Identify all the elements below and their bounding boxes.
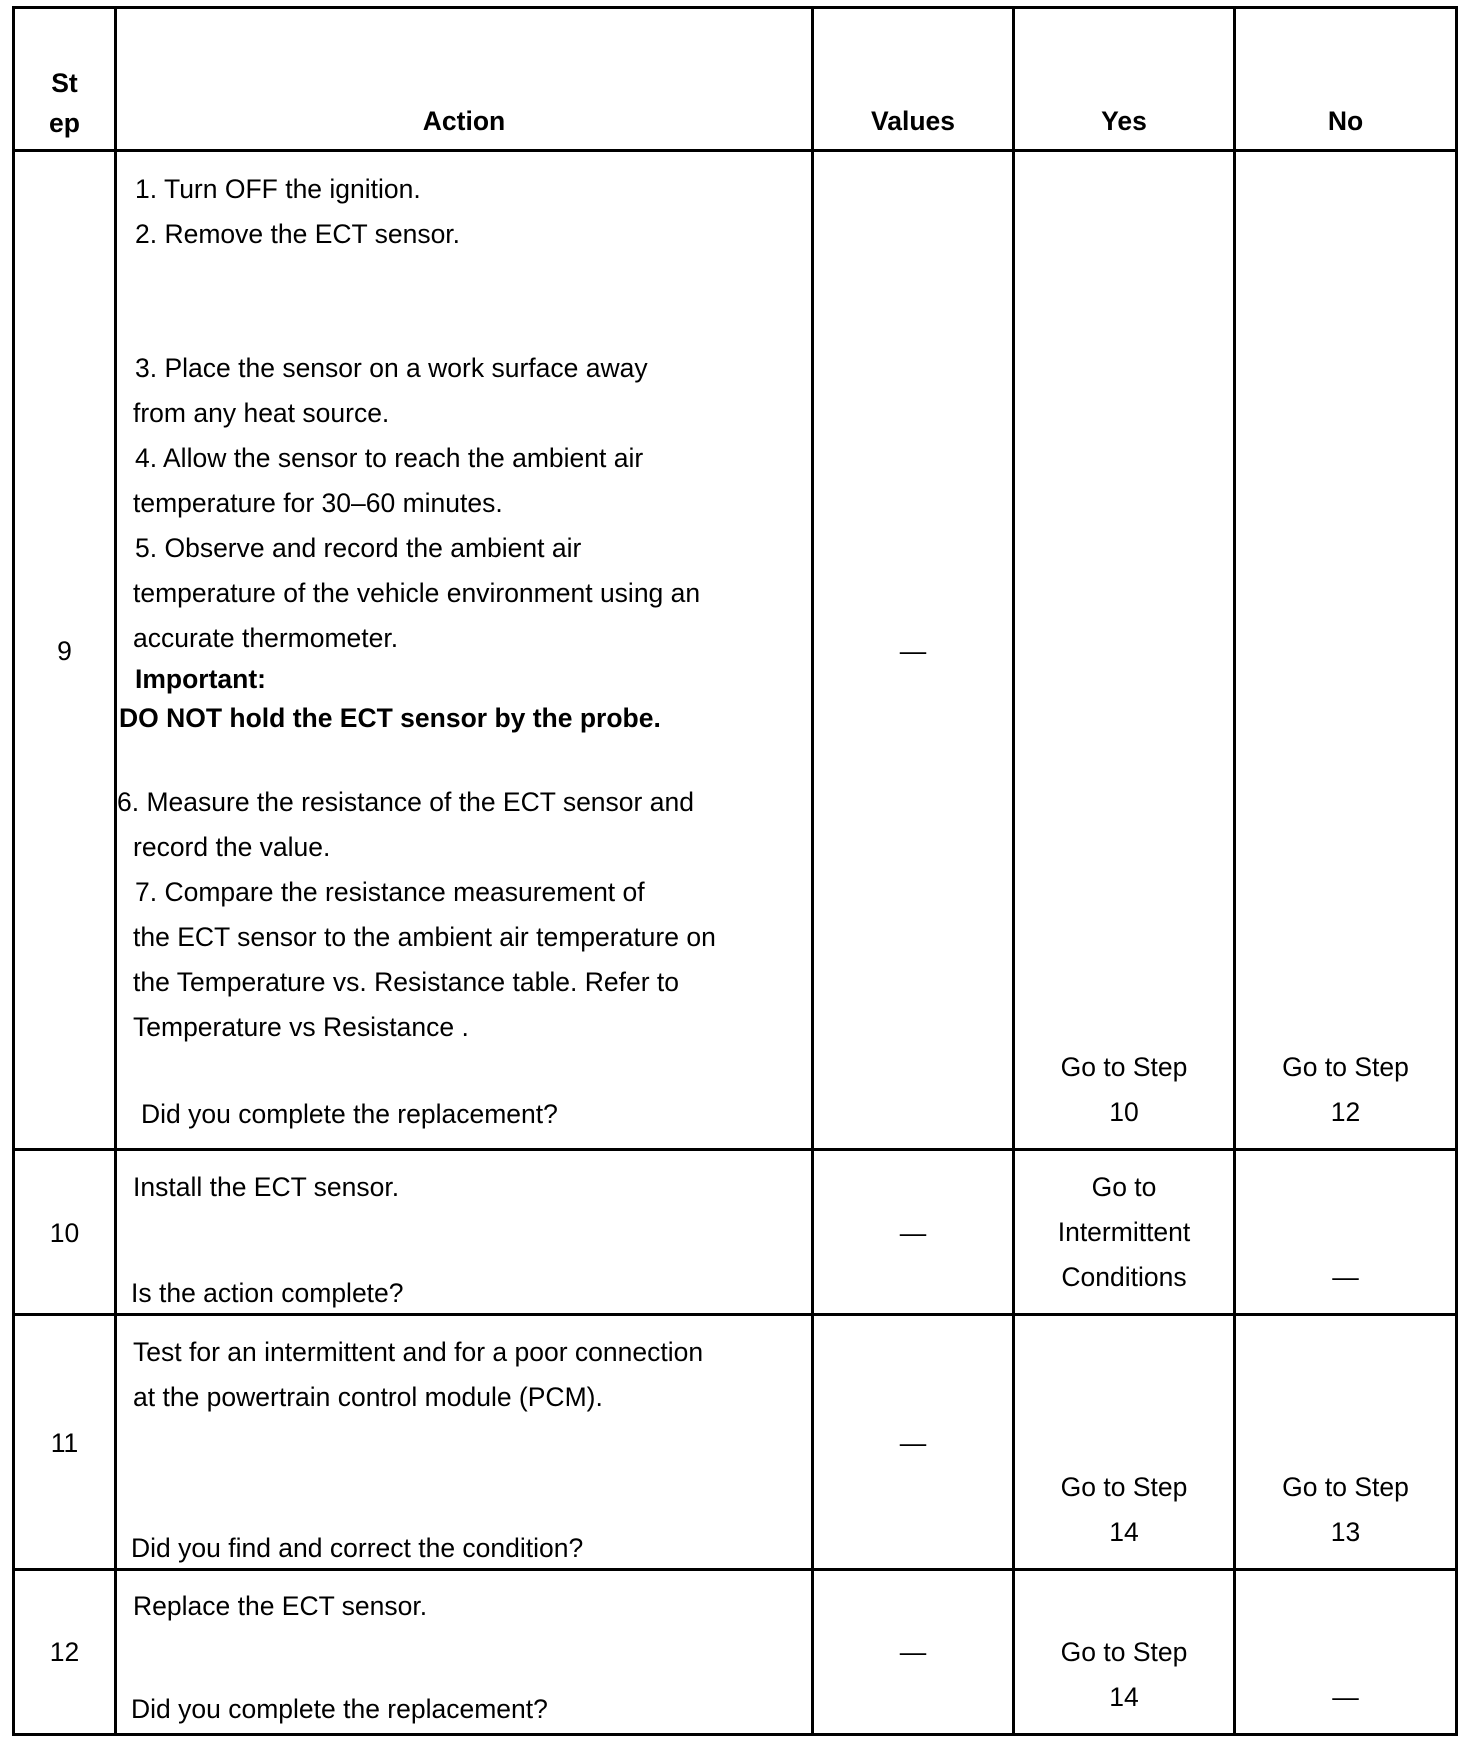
yes-line: 10 <box>1109 1097 1139 1127</box>
step-number: 12 <box>49 1637 80 1667</box>
table-border-right <box>1455 6 1458 1736</box>
action-question: Did you complete the replacement? <box>141 1099 558 1129</box>
header-yes: Yes <box>1101 106 1147 136</box>
yes-cell <box>1015 1472 1233 1547</box>
action-line: 6. Measure the resistance of the ECT sensor and <box>117 787 694 817</box>
values-cell: — <box>899 1218 927 1248</box>
action-line: 5. Observe and record the ambient air <box>135 533 582 563</box>
action-question: Did you complete the replacement? <box>131 1694 548 1724</box>
yes-cell <box>1015 1637 1233 1712</box>
no-line: Go to Step <box>1282 1472 1409 1502</box>
yes-line: Go to <box>1091 1172 1157 1202</box>
action-line: temperature for 30–60 minutes. <box>133 488 503 518</box>
action-line: Replace the ECT sensor. <box>133 1591 428 1621</box>
no-line: 12 <box>1330 1097 1361 1127</box>
no-cell: — <box>1332 1682 1359 1712</box>
no-line: 13 <box>1330 1517 1361 1547</box>
row-divider <box>12 1568 1458 1571</box>
action-line: 7. Compare the resistance measurement of <box>135 877 645 907</box>
no-cell <box>1236 1472 1455 1547</box>
row-divider <box>12 1148 1458 1151</box>
step-number: 10 <box>49 1218 80 1248</box>
action-line: at the powertrain control module (PCM). <box>133 1382 603 1412</box>
no-cell <box>1236 1052 1455 1127</box>
row-divider <box>12 1313 1458 1316</box>
header-no: No <box>1327 106 1364 136</box>
warning-text: DO NOT hold the ECT sensor by the probe. <box>119 703 661 733</box>
action-line: Temperature vs Resistance . <box>133 1012 469 1042</box>
column-divider <box>114 6 117 1736</box>
action-line: Test for an intermittent and for a poor connection <box>133 1337 704 1367</box>
step-number: 9 <box>57 636 72 666</box>
yes-line: Go to Step <box>1060 1472 1188 1502</box>
yes-line: Go to Step <box>1060 1637 1188 1667</box>
important-label: Important: <box>135 664 267 694</box>
no-line: Go to Step <box>1282 1052 1409 1082</box>
header-action: Action <box>422 106 506 136</box>
yes-line: 14 <box>1109 1682 1139 1712</box>
yes-line: Go to Step <box>1060 1052 1188 1082</box>
table-border-bottom <box>12 1733 1458 1736</box>
action-line: 2. Remove the ECT sensor. <box>135 219 461 249</box>
no-cell: — <box>1332 1262 1359 1292</box>
action-line: 4. Allow the sensor to reach the ambient air <box>135 443 644 473</box>
action-line: 3. Place the sensor on a work surface away <box>135 353 648 383</box>
yes-cell <box>1015 1172 1233 1292</box>
table-border-top <box>12 6 1458 9</box>
yes-cell <box>1015 1052 1233 1127</box>
header-divider <box>12 149 1458 152</box>
action-line: from any heat source. <box>133 398 390 428</box>
header-values: Values <box>871 106 955 136</box>
yes-line: Intermittent <box>1057 1217 1191 1247</box>
header-step-line2: ep <box>49 108 80 138</box>
header-step <box>15 68 114 138</box>
action-line: 1. Turn OFF the ignition. <box>135 174 421 204</box>
yes-line: Conditions <box>1061 1262 1187 1292</box>
action-line: accurate thermometer. <box>133 623 399 653</box>
action-line: temperature of the vehicle environment using an <box>133 578 701 608</box>
values-cell: — <box>899 1428 927 1458</box>
header-step-line1: St <box>51 68 78 98</box>
action-line: record the value. <box>133 832 331 862</box>
action-question: Did you find and correct the condition? <box>131 1533 584 1563</box>
values-cell: — <box>899 636 927 666</box>
values-cell: — <box>899 1637 927 1667</box>
action-line: the ECT sensor to the ambient air temperature on <box>133 922 716 952</box>
step-number: 11 <box>50 1428 79 1458</box>
table-border-left <box>12 6 15 1736</box>
action-line: Install the ECT sensor. <box>133 1172 400 1202</box>
yes-line: 14 <box>1109 1517 1139 1547</box>
action-question: Is the action complete? <box>131 1278 404 1308</box>
action-line: the Temperature vs. Resistance table. Refer to <box>133 967 679 997</box>
column-divider <box>811 6 814 1736</box>
